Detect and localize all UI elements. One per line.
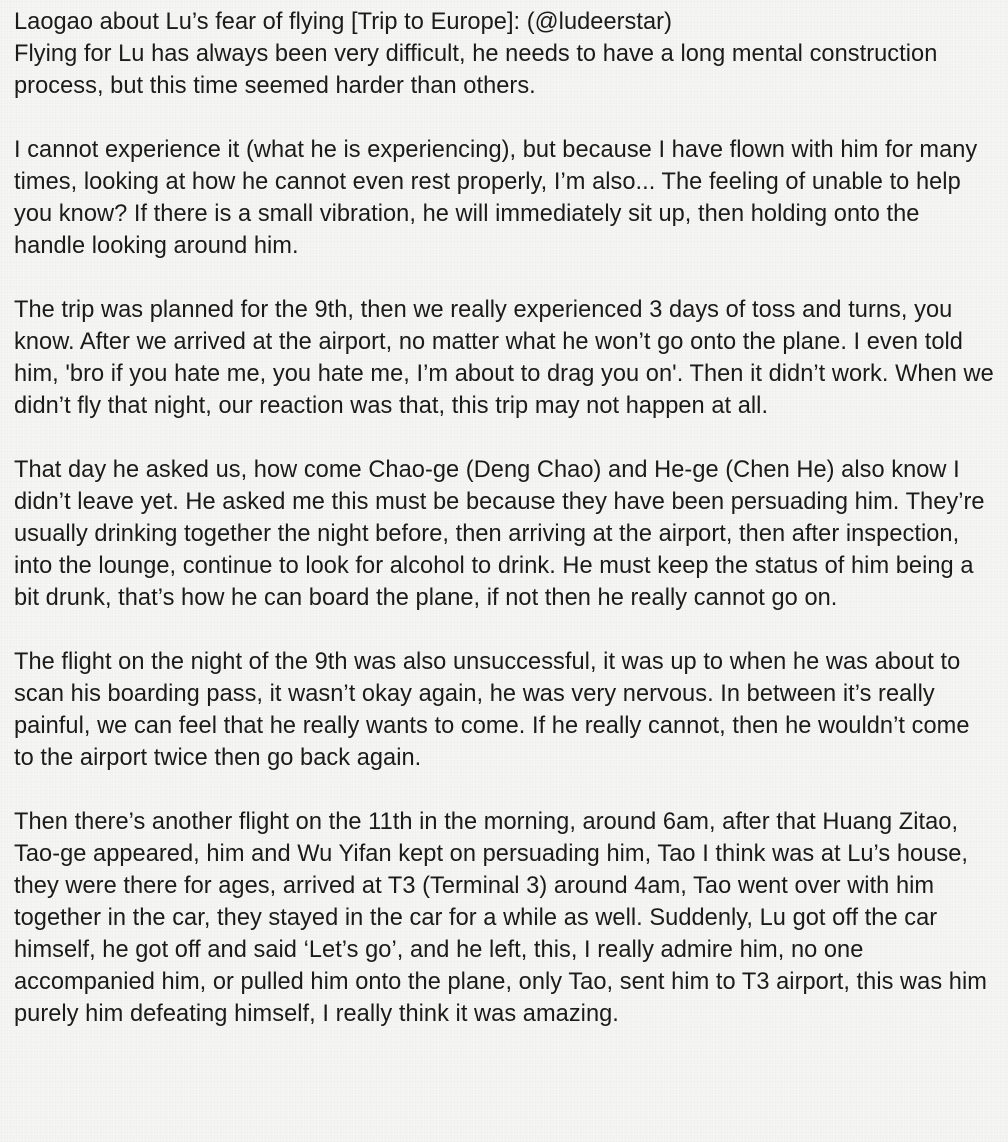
paragraph-3: The trip was planned for the 9th, then we really experienced 3 days of toss and turns, you know. After we arrived at the airport, no matter what he won’t go onto the plane. I even told him, 'bro if you hate me, you hate me, I’m about to drag you on'. Then it didn’t work. When we didn’t fly that night, our reaction was that, this trip may not happen at all.	[14, 297, 994, 419]
paragraph-5: The flight on the night of the 9th was also unsuccessful, it was up to when he was about to scan his boarding pass, it wasn’t okay again, he was very nervous. In between it’s really painful, we can feel that he really wants to come. If he really cannot, then he wouldn’t come to the airport twice then go back again.	[14, 649, 970, 771]
paragraph-6: Then there’s another flight on the 11th in the morning, around 6am, after that Huang Zitao, Tao-ge appeared, him and Wu Yifan kept on persuading him, Tao I think was at Lu’s house, they were there for ages, arrived at T3 (Terminal 3) around 4am, Tao went over with him together in the car, they stayed in the car for a while as well. Suddenly, Lu got off the car himself, he got off and said ‘Let’s go’, and he left, this, I really admire him, no one accompanied him, or pulled him onto the plane, only Tao, sent him to T3 airport, this was him purely him defeating himself, I really think it was amazing.	[14, 809, 987, 1027]
paragraph-4: That day he asked us, how come Chao-ge (Deng Chao) and He-ge (Chen He) also know I didn’t leave yet. He asked me this must be because they have been persuading him. They’re usually drinking together the night before, then arriving at the airport, then after inspection, into the lounge, continue to look for alcohol to drink. He must keep the status of him being a bit drunk, that’s how he can board the plane, if not then he really cannot go on.	[14, 457, 985, 611]
paragraph-1: Flying for Lu has always been very difficult, he needs to have a long mental construction process, but this time seemed harder than others.	[14, 41, 938, 99]
document-title: Laogao about Lu’s fear of flying [Trip to Europe]: (@ludeerstar)	[14, 9, 672, 35]
paragraph-2: I cannot experience it (what he is experiencing), but because I have flown with him for many times, looking at how he cannot even rest properly, I’m also... The feeling of unable to help you know? If there is a small vibration, he will immediately sit up, then holding onto the handle looking around him.	[14, 137, 978, 259]
